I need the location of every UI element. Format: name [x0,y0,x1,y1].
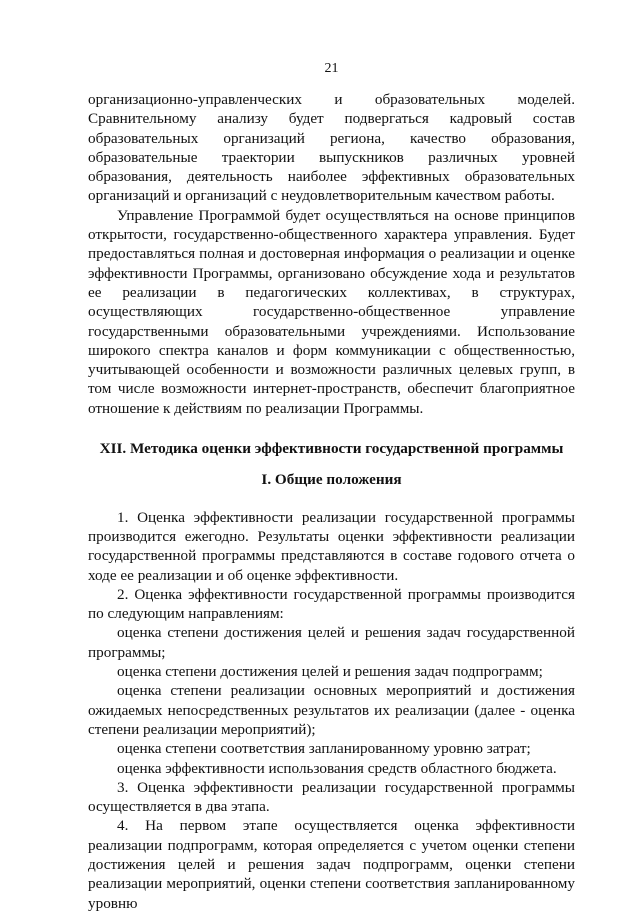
intro-paragraph: организационно-управленческих и образовательных моделей. Сравнительному анализу будет подвергаться кадровый состав образовательных организаций региона, качество образования, образовательные траектории выпускников различных уровней образования, деятельность наиболее эффективных образовательных организаций и организаций с неудовлетворительным качеством работы. [88,91,575,205]
paragraph-item-3: 3. Оценка эффективности реализации государственной программы осуществляется в два этапа. [88,778,575,816]
page-number: 21 [324,61,339,76]
direction-item-goals-program: оценка степени достижения целей и решения задач государственной программы; [88,624,575,661]
paragraph-item-4: 4. На первом этапе осуществляется оценка эффективности реализации подпрограмм, которая определяется с учетом оценки степени достижения целей и решения задач подпрограмм, оценки степени реализации мероприятий, оценки степени соответствия запланированному уровню [88,817,575,912]
paragraph-item-1: 1. Оценка эффективности реализации государственной программы производится ежегодно. Результаты оценки эффективности реализации государственной программы представляются в составе годового отчета о ходе ее реализации и об оценке эффективности. [88,508,575,584]
section-title: XII. Методика оценки эффективности государственной программы [99,440,564,458]
paragraph-item-2: 2. Оценка эффективности государственной программы производится по следующим направлениям: [88,585,575,623]
direction-item-costs: оценка степени соответствия запланированному уровню затрат; [117,740,531,758]
direction-item-goals-subprograms: оценка степени достижения целей и решения задач подпрограмм; [117,663,543,681]
document-page [88,60,575,913]
subsection-title: I. Общие положения [261,471,402,489]
direction-item-budget: оценка эффективности использования средств областного бюджета. [117,759,557,777]
management-paragraph: Управление Программой будет осуществляться на основе принципов открытости, государственно-общественного характера управления. Будет предоставляться полная и достоверная информация о реализации и оценке эффективности Программы, организовано обсуждение хода и результатов ее реализации в педагогических коллективах, в структурах, осуществляющих государственно-общественное управление государственными образовательными учреждениями. Использование широкого спектра каналов и форм коммуникации с общественностью, учитывающей особенности и возможности различных целевых групп, в том числе возможности интернет-пространств, обеспечит благоприятное отношение к действиям по реализации Программы. [88,206,575,417]
direction-item-measures: оценка степени реализации основных мероприятий и достижения ожидаемых непосредственных результатов их реализации (далее - оценка степени реализации мероприятий); [88,682,575,738]
